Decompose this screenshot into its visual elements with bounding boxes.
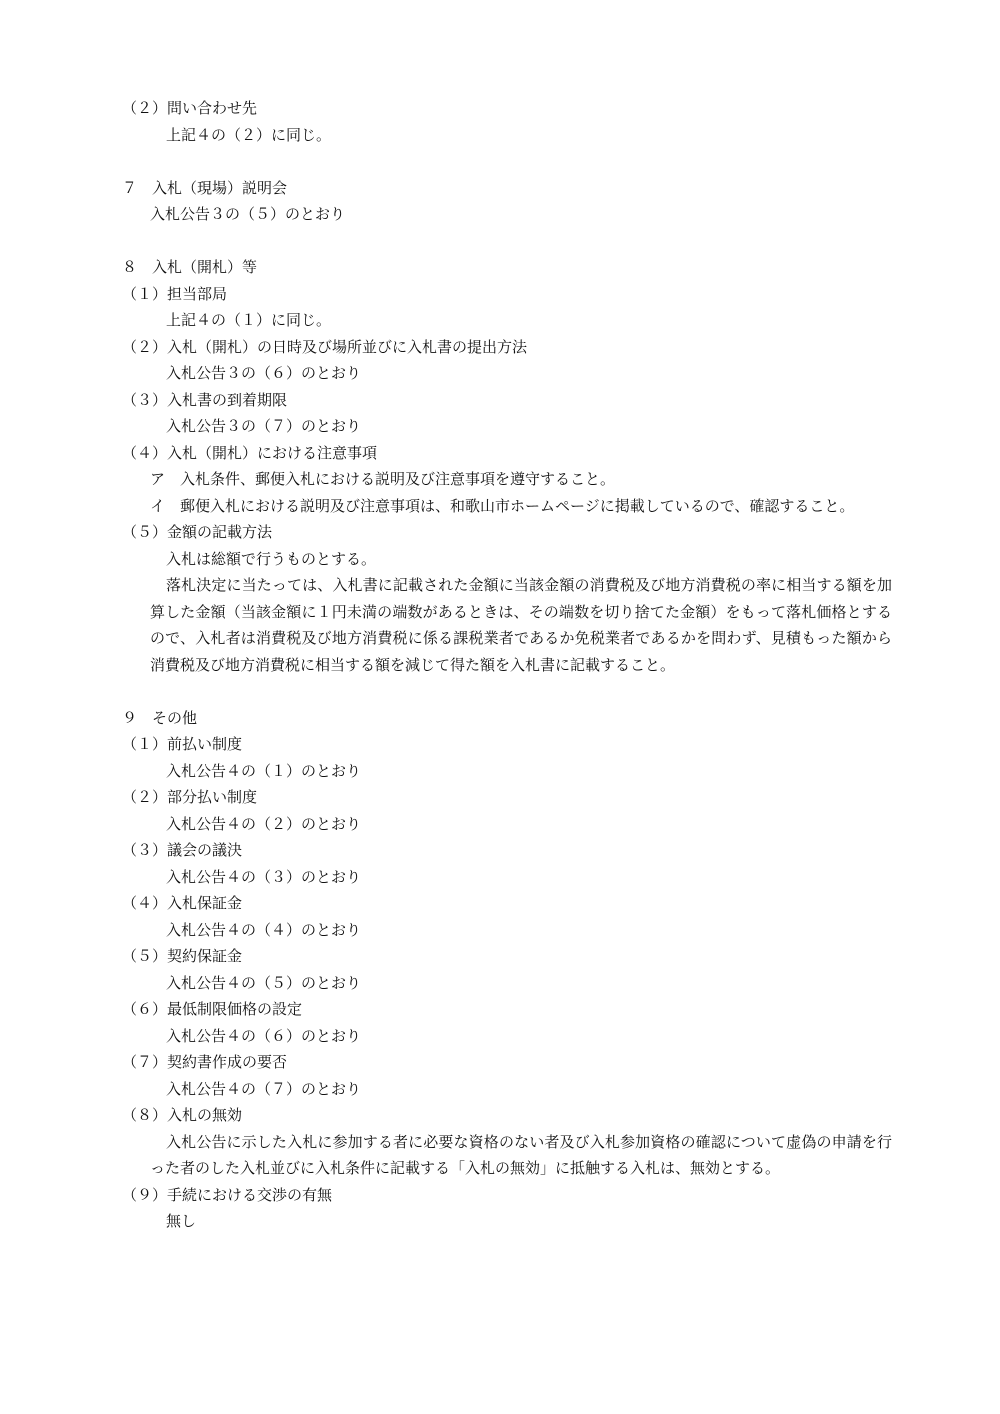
text-line: 入札公告４の（３）のとおり bbox=[166, 867, 362, 886]
text-line: 入札公告４の（２）のとおり bbox=[166, 814, 362, 833]
section-heading: （５）契約保証金 bbox=[122, 947, 243, 965]
section-heading: （３）議会の議決 bbox=[122, 841, 243, 859]
section-heading: （１）担当部局 bbox=[122, 284, 228, 303]
blank-line bbox=[122, 148, 892, 175]
section-heading: （２）部分払い制度 bbox=[122, 788, 258, 806]
section-heading: （２）問い合わせ先 bbox=[122, 99, 258, 117]
section-heading: （４）入札保証金 bbox=[122, 894, 243, 912]
section-heading: （６）最低制限価格の設定 bbox=[122, 1000, 303, 1018]
text-line: ア 入札条件、郵便入札における説明及び注意事項を遵守すること。 bbox=[150, 470, 616, 488]
text-line: 入札公告３の（５）のとおり bbox=[150, 205, 346, 223]
section-heading: （７）契約書作成の要否 bbox=[122, 1053, 288, 1071]
document-body bbox=[122, 95, 892, 1235]
section-heading: （３）入札書の到着期限 bbox=[122, 390, 288, 409]
text-line: 上記４の（１）に同じ。 bbox=[166, 311, 332, 329]
text-line: 入札公告４の（７）のとおり bbox=[166, 1079, 362, 1098]
section-heading: （５）金額の記載方法 bbox=[122, 523, 273, 541]
text-line: 入札公告４の（６）のとおり bbox=[166, 1026, 362, 1045]
text-line: イ 郵便入札における説明及び注意事項は、和歌山市ホームページに掲載しているので、確認すること。 bbox=[150, 496, 855, 515]
section-heading: ９ その他 bbox=[122, 708, 198, 727]
section-heading: （１）前払い制度 bbox=[122, 735, 243, 753]
text-line: 上記４の（２）に同じ。 bbox=[166, 125, 332, 144]
section-heading: （８）入札の無効 bbox=[122, 1106, 243, 1124]
text-line: 入札公告３の（６）のとおり bbox=[166, 364, 362, 382]
blank-line bbox=[122, 228, 892, 255]
text-line: 入札は総額で行うものとする。 bbox=[166, 549, 377, 568]
text-line: 入札公告４の（１）のとおり bbox=[166, 761, 362, 780]
text-line: 入札公告４の（４）のとおり bbox=[166, 920, 362, 939]
text-line: 無し bbox=[166, 1212, 197, 1230]
text-line: 入札公告３の（７）のとおり bbox=[166, 417, 362, 435]
paragraph: 入札公告に示した入札に参加する者に必要な資格のない者及び入札参加資格の確認について虚偽の申請を行った者のした入札並びに入札条件に記載する「入札の無効」に抵触する入札は、無効とする。 bbox=[150, 1132, 892, 1177]
paragraph: 落札決定に当たっては、入札書に記載された金額に当該金額の消費税及び地方消費税の率に相当する額を加算した金額（当該金額に１円未満の端数があるときは、その端数を切り捨てた金額）をもって落札価格とするので、入札者は消費税及び地方消費税に係る課税業者であるか免税業者であるかを問わず、見積もった額から消費税及び地方消費税に相当する額を減じて得た額を入札書に記載すること。 bbox=[150, 576, 892, 674]
section-heading: （９）手続における交渉の有無 bbox=[122, 1185, 333, 1204]
section-heading: ８ 入札（開札）等 bbox=[122, 258, 258, 276]
section-heading: ７ 入札（現場）説明会 bbox=[122, 178, 288, 197]
section-heading: （２）入札（開札）の日時及び場所並びに入札書の提出方法 bbox=[122, 337, 528, 356]
blank-line bbox=[122, 678, 892, 705]
text-line: 入札公告４の（５）のとおり bbox=[166, 973, 362, 992]
section-heading: （４）入札（開札）における注意事項 bbox=[122, 443, 378, 462]
